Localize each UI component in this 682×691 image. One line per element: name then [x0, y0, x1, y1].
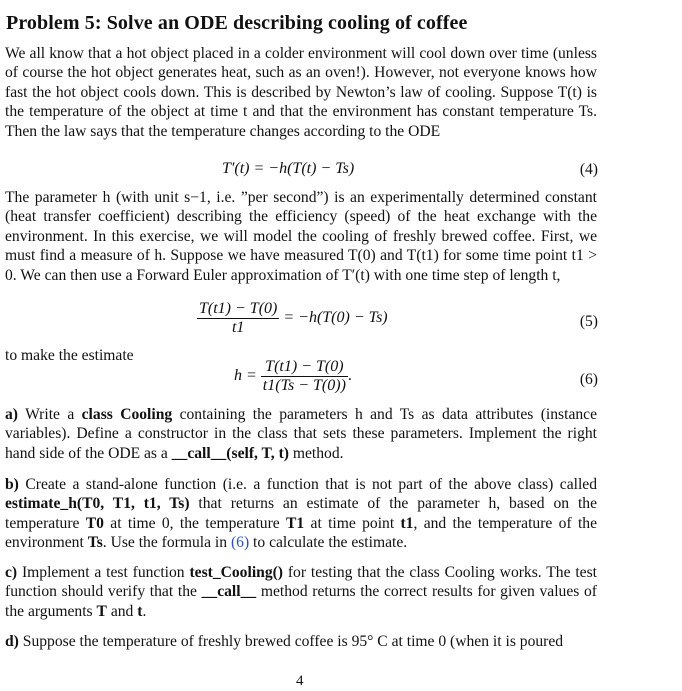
part-b-text: to calculate the estimate. [249, 534, 408, 552]
equation-6-fraction [261, 358, 348, 395]
part-a-method: __call__(self, T, t) [171, 444, 289, 462]
equation-5-denominator: t1 [231, 319, 245, 336]
part-d [5, 632, 597, 651]
part-a-label: a) [5, 406, 18, 423]
part-c-text: . [142, 602, 147, 620]
part-c-text: method returns the correct results for given values of the arguments [5, 583, 597, 620]
part-d-label: d) [5, 633, 19, 650]
part-b-arg: T1 [286, 514, 305, 532]
equation-6-lhs: h = [234, 367, 257, 385]
equation-5-fraction [197, 300, 279, 337]
part-c-text: for testing that the class Cooling works. The test function should verify that the [5, 564, 598, 601]
part-b-text: at time 0, the temperature [103, 514, 287, 532]
part-b [5, 475, 597, 553]
equation-4-text: T′(t) = −h(T(t) − Ts) [222, 160, 355, 177]
equation-6-number: (6) [579, 371, 598, 388]
part-a-text: method. [288, 444, 344, 462]
equation-5-numerator: T(t1) − T(0) [199, 300, 278, 317]
part-b-text: . Use the formula in [102, 534, 231, 552]
equation-6-denominator: t1(Ts − T(0)) [262, 377, 346, 394]
part-b-function: estimate_h(T0, T1, t1, Ts) [5, 495, 190, 513]
equation-5-rhs: = −h(T(0) − Ts) [283, 309, 388, 327]
equation-5 [197, 300, 388, 337]
equation-4-number: (4) [579, 161, 598, 178]
equation-6-reference-link[interactable]: (6) [230, 534, 250, 552]
part-a-text: Write a [18, 406, 82, 423]
part-c [5, 563, 597, 621]
part-c-method: __call__ [201, 583, 257, 601]
part-b-text: Create a stand-alone function (i.e. a function that is not part of the above class) called [18, 476, 597, 493]
equation-4 [222, 160, 354, 178]
part-b-arg: Ts [87, 534, 103, 552]
part-b-label: b) [5, 476, 19, 493]
part-c-arg: t [137, 602, 143, 620]
part-b-arg: t1 [400, 514, 414, 532]
part-c-text: Implement a test function [17, 564, 190, 581]
part-a [5, 405, 597, 463]
part-b-text: , and the temperature of the environment [5, 514, 597, 552]
part-a-text: containing the parameters h and Ts as data attributes (instance variables). Define a constructor in the class that sets these parameters. Implement the right hand side of the ODE as a [5, 406, 597, 462]
part-c-function: test_Cooling() [189, 564, 284, 581]
part-c-label: c) [5, 564, 18, 581]
part-b-text: that returns an estimate of the parameter h, based on the temperature [5, 495, 597, 532]
part-c-arg: T [96, 602, 107, 620]
equation-6-period: . [347, 367, 352, 385]
part-b-text: at time point [304, 514, 401, 532]
equation-5-number: (5) [579, 313, 598, 330]
estimate-text: to make the estimate [5, 347, 134, 364]
intro-paragraph: We all know that a hot object placed in a colder environment will cool down over time (unless of course the hot object generates heat, such as an oven!). However, not everyone knows how fast the hot object cools down. This is described by Newton’s law of cooling. Suppose T(t) is the temperature of the object at time t and that the environment has constant temperature Ts. Then the law says that the temperature changes according to the ODE [5, 45, 597, 140]
part-c-text: and [106, 602, 138, 620]
problem-title: Problem 5: Solve an ODE describing cooling of coffee [6, 12, 468, 34]
part-a-class-name: class Cooling [81, 406, 173, 423]
part-d-text: Suppose the temperature of freshly brewed coffee is 95° C at time 0 (when it is poured [18, 633, 564, 650]
parameter-paragraph: The parameter h (with unit s−1, i.e. ”per second”) is an experimentally determined constant (heat transfer coefficient) describing the efficiency (speed) of the heat exchange with the environment. In this exercise, we will model the cooling of freshly brewed coffee. First, we must find a measure of h. Suppose we have measured T(0) and T(t1) for some time point t1 > 0. We can then use a Forward Euler approximation of T′(t) with one time step of length t, [5, 189, 597, 284]
equation-6-numerator: T(t1) − T(0) [261, 358, 348, 377]
page-number: 4 [296, 673, 304, 689]
part-b-arg: T0 [85, 514, 104, 532]
equation-6 [234, 358, 352, 395]
